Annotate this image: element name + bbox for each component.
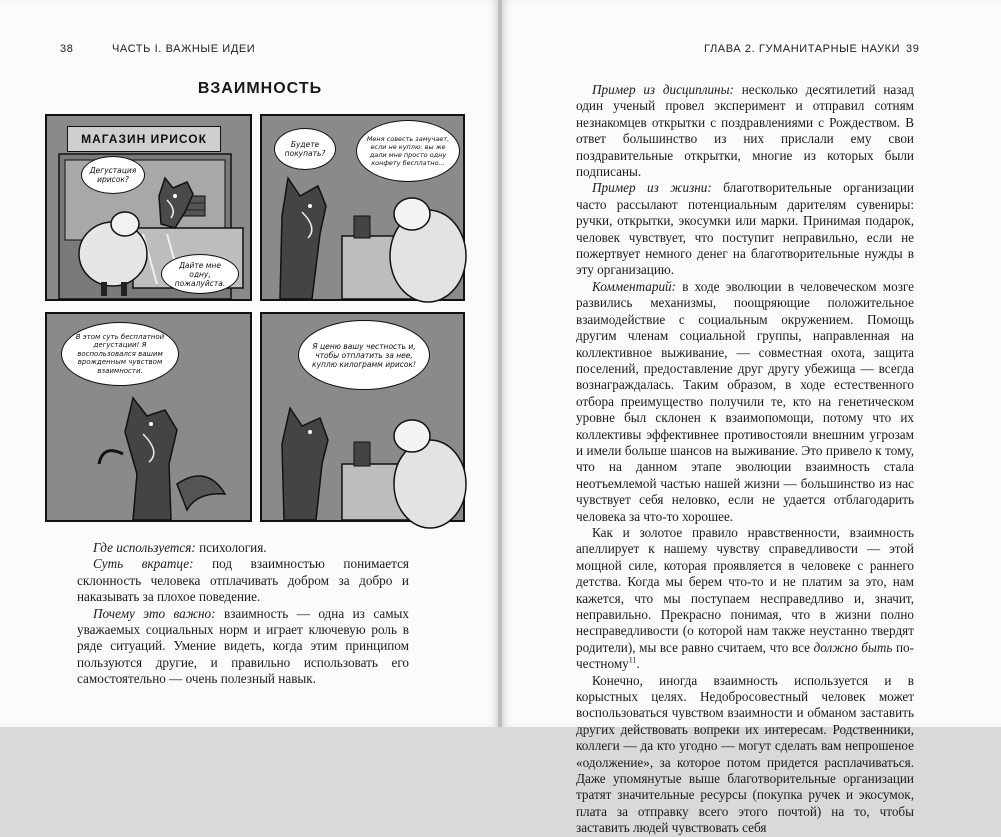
justice-italic: должно быть [813,639,893,655]
footnote-marker[interactable]: 11 [628,655,637,665]
discipline-example-label: Пример из дисциплины: [592,82,734,97]
comic-panel-1 [45,114,252,301]
speech-bubble-wolf-1: Дайте мне одну, пожалуйста. [161,254,239,294]
summary-text: под взаимностью понимается склонность человека отплачивать добром за добро и наказывать за плохое поведение. [77,556,409,605]
why-important-text: взаимность — одна из самых уважаемых социальных норм и играет ключевую роль в ряде ситуаций. Умение видеть, когда этим принципом пользуются другие, и правильно использовать его самостоятельно — очень полезный навык. [77,605,409,687]
shop-sign: МАГАЗИН ИРИСОК [67,126,221,152]
where-used-paragraph [77,540,409,556]
comic-panel-3 [45,312,252,522]
running-head-right: ГЛАВА 2. ГУМАНИТАРНЫЕ НАУКИ [704,43,901,55]
justice-end: . [636,656,640,672]
life-example-text: благотворительные организации часто рассылают потенциальным дарителям сувениры: ручки, открытки, экосумки или марки. Принимая подарок, человек чувствует, что поступит неправильно, если не пожертвует немного денег на благотворительные нужды в эту организацию. [576,180,914,278]
comment-text: в ходе эволюции в человеческом мозге развились механизмы, поощряющие положительное взаимодействие с социальным окружением. Помощь другим членам социальной группы, направленная на коллективное выживание, — совместная охота, защита поселений, предоставление друг другу убежища — всегда вознаграждалась. Таким образом, в ходе естественного отбора преимущество получили те, кто на генетическом уровне был склонен к взаимопомощи, потому что их коллективы эффективнее противостояли внешним угрозам и имели больше шансов на выживание. Это привело к тому, что на данном этапе эволюции взаимность стала неотъемлемой частью нашей жизни — большинство из нас чувствует себя неловко, если не удается отблагодарить человека за что-то хорошее. [576,278,914,524]
summary-label: Суть вкратце: [93,556,194,572]
speech-bubble-wolf-3: В этом суть бесплатной дегустации! Я воспользовался вашим врожденным чувством взаимности. [61,322,179,386]
summary-paragraph [77,556,409,605]
where-used-label: Где используется: [93,540,196,555]
page-number-left: 38 [60,43,74,55]
speech-bubble-wolf-2: Будете покупать? [274,128,336,170]
where-used-text: психология. [195,540,267,555]
life-example-paragraph [576,180,914,278]
comic-panel-4 [260,312,465,522]
page-number-right: 39 [906,43,920,55]
comic-panel-2 [260,114,465,301]
why-important-label: Почему это важно: [93,605,216,621]
justice-text: Как и золотое правило нравственности, взаимность апеллирует к нашему чувству справедливости — этой мощной силе, которая проявляется в человеке с раннего детства. Когда мы берем что-то и не платим за это, нам кажется, что мы поступаем несправедливо и, значит, неправильно. Прекрасно понимая, что в жизни полно несправедливости (о которой нам также неустанно твердят родители), мы все равно считаем, что все [576,524,914,655]
why-important-paragraph [77,606,409,688]
comment-label: Комментарий: [592,278,677,294]
comment-paragraph [576,279,914,525]
speech-bubble-sheep-1: Дегустация ирисок? [81,156,145,194]
right-body-text [576,82,914,837]
justice-text-after: по-честному [576,639,915,672]
left-page [0,0,498,727]
life-example-label: Пример из жизни: [592,180,712,196]
left-body-text [77,540,409,688]
justice-paragraph [576,525,914,673]
speech-bubble-sheep-2: Меня совесть замучает, если не куплю: вы же дали мне просто одну конфету бесплатно... [356,120,460,182]
comic-strip [45,114,463,520]
right-page [502,0,1001,836]
selfish-use-text: Конечно, иногда взаимность используется и в корыстных целях. Недобросовестный человек может воспользоваться чувством взаимности и обманом заставить других действовать вопреки их интересам. Родственники, коллеги — да кто угодно — могут сделать вам непрошеное «одолжение», за которое потом придется расплачиваться. Даже упомянутые выше благотворительные организации тратят значительные ресурсы (покупка ручек и экосумок, плата за отправку всего этого почтой) на то, чтобы заставить людей чувствовать себя [576,672,914,836]
discipline-example-text: несколько десятилетий назад один ученый провел эксперимент и отправил сотням незнакомцев открытки с поздравлениями с Рождеством. В ответ большинство из них прислали ему свои поздравительные открытки, многие из которых были подписаны. [576,82,914,180]
discipline-example-paragraph [576,82,914,180]
section-title: ВЗАИМНОСТЬ [197,80,323,97]
selfish-use-paragraph [576,673,914,837]
speech-bubble-sheep-4: Я ценю вашу честность и, чтобы отплатить за нее, куплю килограмм ирисок! [298,320,430,390]
running-head-left: ЧАСТЬ I. ВАЖНЫЕ ИДЕИ [112,43,256,55]
